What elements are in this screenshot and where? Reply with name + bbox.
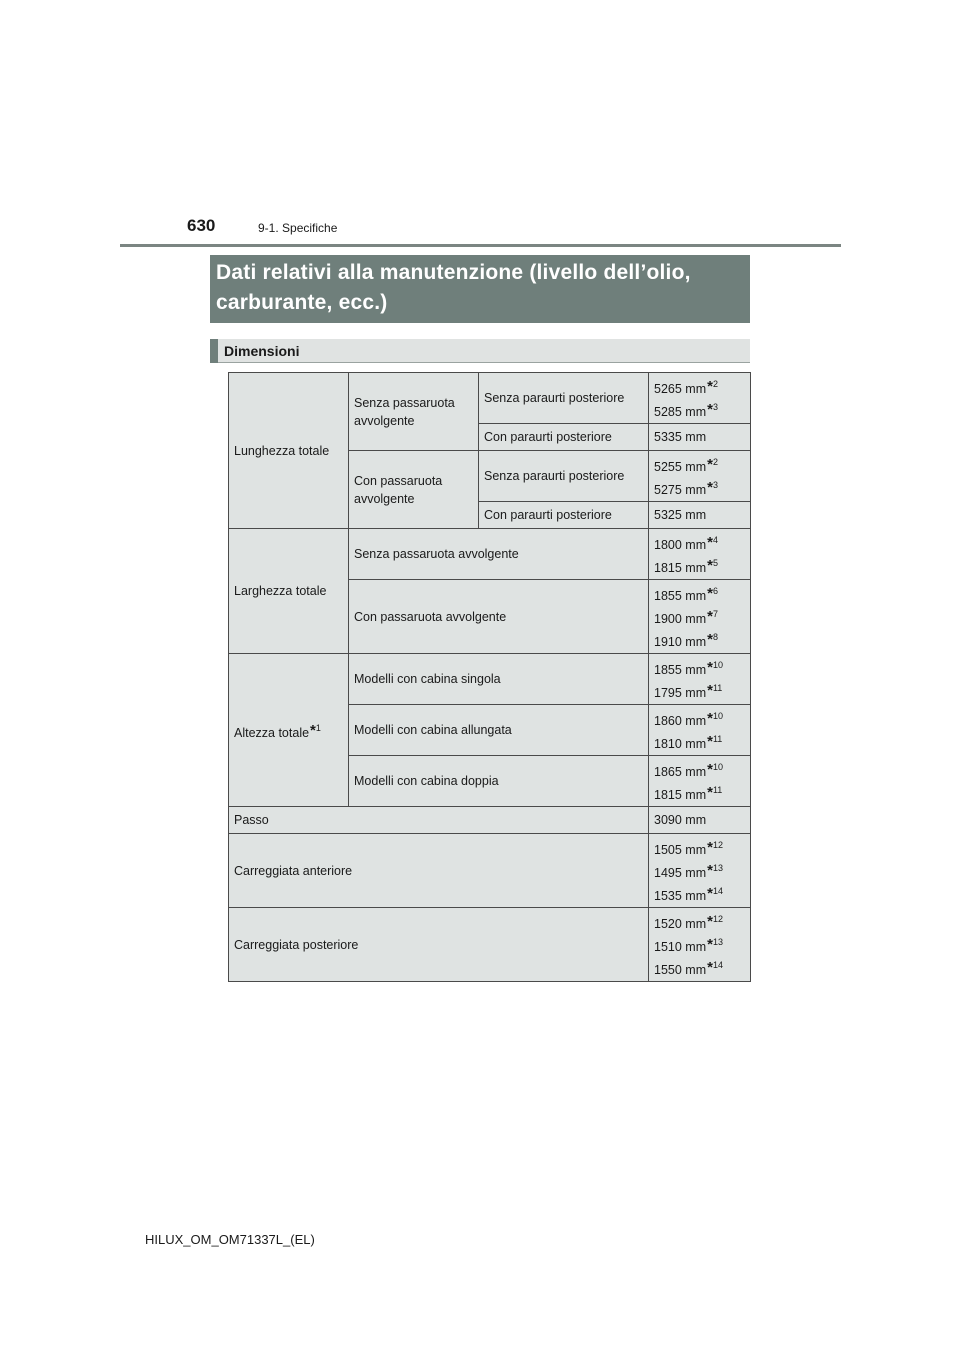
footnote-star-icon: * [707, 456, 713, 473]
measurement-line [654, 758, 745, 781]
footnote-star-icon: * [707, 479, 713, 496]
footnote-number: 12 [712, 840, 723, 850]
measurement-line [654, 679, 745, 702]
footnote-number: 7 [712, 609, 718, 619]
row-label-carreggiata-posteriore: Carreggiata posteriore [229, 908, 649, 982]
footnote-number: 8 [712, 632, 718, 642]
footnote-number: 1 [315, 722, 321, 733]
page-number: 630 [187, 216, 216, 235]
measurement-value: 1900 mm [654, 612, 707, 626]
cell-con-paraurti: Con paraurti posteriore [479, 502, 649, 529]
value-cell [649, 580, 751, 654]
measurement-value: 1860 mm [654, 714, 707, 728]
row-label-altezza [229, 654, 349, 807]
measurement-line [654, 882, 745, 905]
footnote-number: 11 [712, 734, 723, 744]
row-label-larghezza: Larghezza totale [229, 529, 349, 654]
measurement-line [654, 933, 745, 956]
footnote-star-icon: * [707, 733, 713, 750]
measurement-line [654, 605, 745, 628]
cell-senza-paraurti: Senza paraurti posteriore [479, 451, 649, 502]
dimensions-table [228, 372, 751, 982]
cell-cabina-doppia: Modelli con cabina doppia [349, 756, 649, 807]
subheading-accent [210, 339, 218, 363]
table-row [229, 373, 751, 424]
footnote-star-icon: * [707, 936, 713, 953]
measurement-line [654, 836, 745, 859]
footnote-star-icon: * [707, 631, 713, 648]
footnote-number: 4 [712, 535, 718, 545]
value-cell [649, 908, 751, 982]
footnote-number: 6 [712, 586, 718, 596]
measurement-line [654, 628, 745, 651]
measurement-value: 1810 mm [654, 737, 707, 751]
measurement-line [654, 781, 745, 804]
table-row [229, 807, 751, 834]
measurement-value: 1865 mm [654, 765, 707, 779]
table-row [229, 834, 751, 908]
measurement-line [654, 554, 745, 577]
footnote-star-icon: * [707, 839, 713, 856]
footnote-star-icon: * [707, 710, 713, 727]
measurement-value: 5265 mm [654, 382, 707, 396]
footnote-star-icon: * [707, 557, 713, 574]
footnote-star-icon: * [310, 721, 316, 739]
cell-cabina-singola: Modelli con cabina singola [349, 654, 649, 705]
value-cell [649, 373, 751, 424]
measurement-line [654, 956, 745, 979]
footnote-star-icon: * [707, 959, 713, 976]
footnote-star-icon: * [707, 761, 713, 778]
measurement-value: 5275 mm [654, 483, 707, 497]
footnote-number: 3 [712, 402, 718, 412]
measurement-value: 1910 mm [654, 635, 707, 649]
footnote-star-icon: * [707, 401, 713, 418]
footnote-star-icon: * [707, 585, 713, 602]
measurement-value: 1495 mm [654, 866, 707, 880]
measurement-line [654, 910, 745, 933]
table-row [229, 654, 751, 705]
measurement-line [654, 398, 745, 421]
measurement-value: 1800 mm [654, 538, 707, 552]
row-label-passo: Passo [229, 807, 649, 834]
table-row [229, 529, 751, 580]
section-title: Dati relativi alla manutenzione (livello dell’olio, carburante, ecc.) [210, 255, 750, 323]
measurement-value: 5285 mm [654, 405, 707, 419]
measurement-line [654, 859, 745, 882]
footnote-number: 11 [712, 785, 723, 795]
footnote-star-icon: * [707, 378, 713, 395]
cell-con-passaruota: Con passaruota avvolgente [349, 580, 649, 654]
value-cell [649, 451, 751, 502]
altezza-label-text: Altezza totale [234, 725, 310, 740]
cell-con-paraurti: Con paraurti posteriore [479, 424, 649, 451]
table-row [229, 908, 751, 982]
measurement-value: 1815 mm [654, 788, 707, 802]
measurement-line [654, 730, 745, 753]
measurement-value: 1550 mm [654, 963, 707, 977]
measurement-value: 1505 mm [654, 843, 707, 857]
value-cell: 5325 mm [649, 502, 751, 529]
measurement-value: 5255 mm [654, 460, 707, 474]
footnote-star-icon: * [707, 659, 713, 676]
row-label-carreggiata-anteriore: Carreggiata anteriore [229, 834, 649, 908]
cell-senza-paraurti: Senza paraurti posteriore [479, 373, 649, 424]
footnote-star-icon: * [707, 682, 713, 699]
footnote-number: 13 [712, 863, 723, 873]
measurement-value: 1855 mm [654, 663, 707, 677]
measurement-line [654, 453, 745, 476]
footnote-number: 10 [712, 762, 723, 772]
cell-senza-passaruota: Senza passaruota avvolgente [349, 529, 649, 580]
measurement-line [654, 375, 745, 398]
row-label-lunghezza: Lunghezza totale [229, 373, 349, 529]
section-reference: 9-1. Specifiche [258, 221, 338, 235]
footnote-star-icon: * [707, 784, 713, 801]
footnote-number: 5 [712, 558, 718, 568]
footnote-number: 2 [712, 379, 718, 389]
footnote-number: 14 [712, 886, 723, 896]
cell-cabina-allungata: Modelli con cabina allungata [349, 705, 649, 756]
measurement-line [654, 582, 745, 605]
document-code: HILUX_OM_OM71337L_(EL) [145, 1232, 315, 1247]
value-cell [649, 756, 751, 807]
measurement-value: 1795 mm [654, 686, 707, 700]
footnote-star-icon: * [707, 608, 713, 625]
footnote-number: 14 [712, 960, 723, 970]
subheading-label: Dimensioni [224, 343, 300, 359]
footnote-number: 3 [712, 480, 718, 490]
value-cell [649, 834, 751, 908]
measurement-value: 1855 mm [654, 589, 707, 603]
footnote-number: 12 [712, 914, 723, 924]
footnote-number: 10 [712, 711, 723, 721]
header-divider [120, 244, 841, 247]
footnote-star-icon: * [707, 885, 713, 902]
footnote-star-icon: * [707, 534, 713, 551]
footnote-star-icon: * [707, 913, 713, 930]
measurement-line [654, 476, 745, 499]
measurement-line [654, 707, 745, 730]
footnote-number: 2 [712, 457, 718, 467]
cell-senza-passaruota: Senza passaruota avvolgente [349, 373, 479, 451]
value-cell [649, 705, 751, 756]
measurement-value: 1520 mm [654, 917, 707, 931]
measurement-value: 1815 mm [654, 561, 707, 575]
subheading-bar [210, 339, 750, 363]
footnote-star-icon: * [707, 862, 713, 879]
footnote-number: 10 [712, 660, 723, 670]
measurement-value: 1535 mm [654, 889, 707, 903]
measurement-line [654, 656, 745, 679]
measurement-value: 1510 mm [654, 940, 707, 954]
measurement-line [654, 531, 745, 554]
value-cell: 3090 mm [649, 807, 751, 834]
footnote-number: 11 [712, 683, 723, 693]
value-cell [649, 529, 751, 580]
cell-con-passaruota: Con passaruota avvolgente [349, 451, 479, 529]
value-cell: 5335 mm [649, 424, 751, 451]
footnote-number: 13 [712, 937, 723, 947]
value-cell [649, 654, 751, 705]
